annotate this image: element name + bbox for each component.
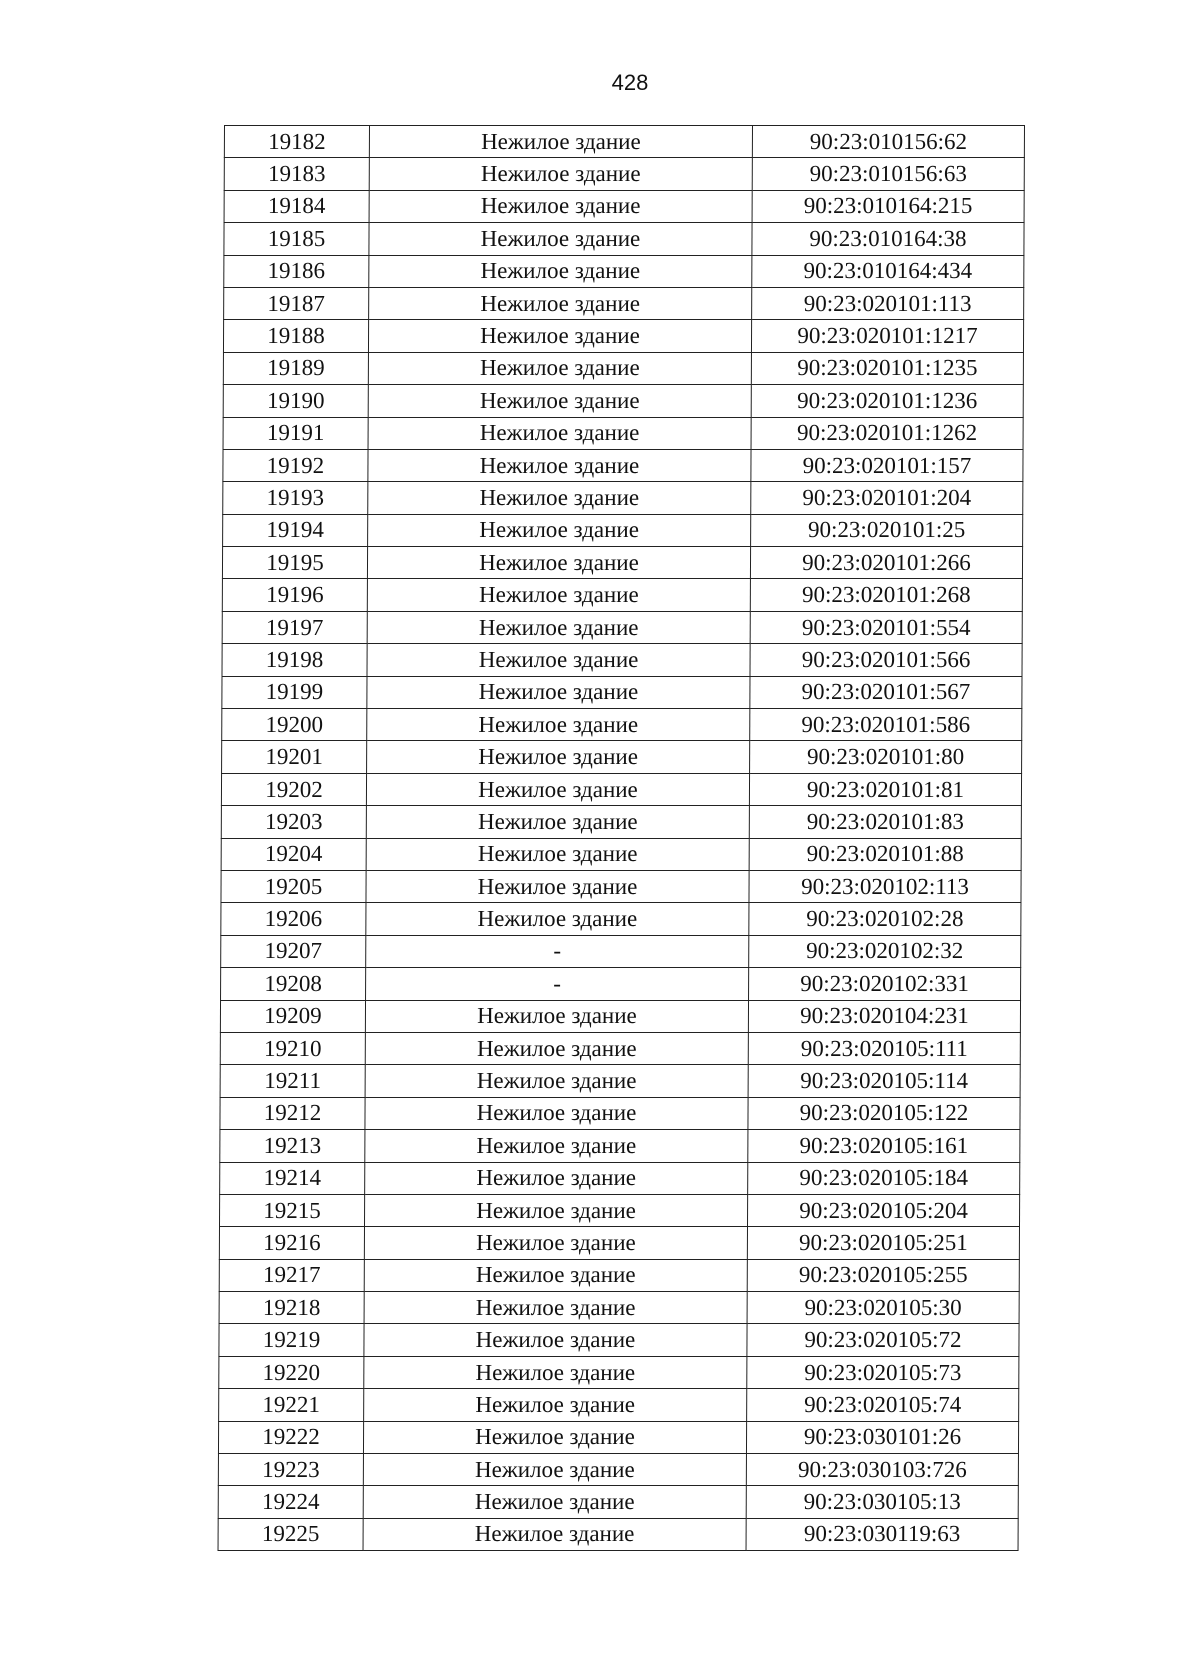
row-number-cell: 19212 — [220, 1097, 365, 1129]
row-number-cell: 19197 — [222, 611, 367, 643]
table-row — [220, 1065, 1020, 1097]
row-number-cell: 19216 — [219, 1227, 364, 1259]
table-row — [223, 352, 1023, 384]
table-row — [222, 579, 1022, 611]
object-type-cell: Нежилое здание — [368, 352, 751, 384]
object-type-cell: Нежилое здание — [367, 611, 750, 643]
cadastral-number-cell: 90:23:010164:215 — [752, 190, 1024, 222]
object-type-cell: Нежилое здание — [367, 741, 750, 773]
cadastral-number-cell: 90:23:020105:111 — [748, 1032, 1020, 1064]
table-row — [221, 935, 1021, 967]
cadastral-number-cell: 90:23:020105:30 — [747, 1292, 1019, 1324]
cadastral-number-cell: 90:23:020105:74 — [747, 1389, 1019, 1421]
row-number-cell: 19188 — [223, 320, 368, 352]
cadastral-number-cell: 90:23:020102:113 — [749, 870, 1021, 902]
cadastral-number-cell: 90:23:020105:122 — [748, 1097, 1020, 1129]
cadastral-number-cell: 90:23:030119:63 — [746, 1518, 1018, 1550]
row-number-cell: 19222 — [218, 1421, 363, 1453]
object-type-cell: Нежилое здание — [365, 1130, 748, 1162]
object-type-cell: Нежилое здание — [367, 644, 750, 676]
object-type-cell: Нежилое здание — [369, 126, 752, 158]
table-row — [221, 870, 1021, 902]
cadastral-number-cell: 90:23:020101:1235 — [751, 352, 1023, 384]
cadastral-number-cell: 90:23:010156:62 — [752, 126, 1024, 158]
row-number-cell: 19203 — [221, 806, 366, 838]
table-row — [218, 1518, 1018, 1550]
row-number-cell: 19218 — [219, 1292, 364, 1324]
table-row — [223, 449, 1023, 481]
cadastral-number-cell: 90:23:020105:72 — [747, 1324, 1019, 1356]
object-type-cell: Нежилое здание — [366, 870, 749, 902]
object-type-cell: Нежилое здание — [368, 514, 751, 546]
table-row — [221, 903, 1021, 935]
table-row — [224, 255, 1024, 287]
cadastral-number-cell: 90:23:020102:331 — [749, 968, 1021, 1000]
object-type-cell: Нежилое здание — [366, 838, 749, 870]
cadastral-number-cell: 90:23:020101:266 — [750, 547, 1022, 579]
cadastral-number-cell: 90:23:010164:38 — [752, 223, 1024, 255]
object-type-cell: Нежилое здание — [365, 1194, 748, 1226]
table-row — [222, 709, 1022, 741]
object-type-cell: Нежилое здание — [364, 1356, 747, 1388]
table-row — [219, 1356, 1019, 1388]
table-row — [222, 644, 1022, 676]
cadastral-number-cell: 90:23:030105:13 — [746, 1486, 1018, 1518]
row-number-cell: 19223 — [218, 1454, 363, 1486]
cadastral-number-cell: 90:23:030101:26 — [746, 1421, 1018, 1453]
cadastral-number-cell: 90:23:010156:63 — [752, 158, 1024, 190]
object-type-cell: - — [366, 935, 749, 967]
row-number-cell: 19196 — [222, 579, 367, 611]
table-row — [221, 838, 1021, 870]
row-number-cell: 19189 — [223, 352, 368, 384]
object-type-cell: Нежилое здание — [364, 1324, 747, 1356]
row-number-cell: 19217 — [219, 1259, 364, 1291]
cadastral-number-cell: 90:23:020101:113 — [752, 287, 1024, 319]
cadastral-number-cell: 90:23:020101:83 — [749, 806, 1021, 838]
object-type-cell: Нежилое здание — [364, 1259, 747, 1291]
table-row — [222, 611, 1022, 643]
object-type-cell: Нежилое здание — [364, 1292, 747, 1324]
object-type-cell: Нежилое здание — [367, 676, 750, 708]
table-row — [218, 1421, 1018, 1453]
object-type-cell: Нежилое здание — [366, 903, 749, 935]
row-number-cell: 19225 — [218, 1518, 363, 1550]
table-row — [223, 514, 1023, 546]
object-type-cell: Нежилое здание — [368, 385, 751, 417]
object-type-cell: Нежилое здание — [366, 773, 749, 805]
cadastral-number-cell: 90:23:020101:25 — [751, 514, 1023, 546]
object-type-cell: Нежилое здание — [365, 1065, 748, 1097]
object-type-cell: Нежилое здание — [368, 320, 751, 352]
row-number-cell: 19211 — [220, 1065, 365, 1097]
row-number-cell: 19193 — [223, 482, 368, 514]
object-type-cell: Нежилое здание — [365, 1162, 748, 1194]
object-type-cell: Нежилое здание — [365, 1032, 748, 1064]
row-number-cell: 19215 — [220, 1194, 365, 1226]
table-row — [221, 968, 1021, 1000]
cadastral-number-cell: 90:23:020101:81 — [749, 773, 1021, 805]
row-number-cell: 19192 — [223, 449, 368, 481]
row-number-cell: 19204 — [221, 838, 366, 870]
registry-table-body — [218, 126, 1024, 1551]
row-number-cell: 19202 — [221, 773, 366, 805]
cadastral-number-cell: 90:23:020101:566 — [750, 644, 1022, 676]
row-number-cell: 19209 — [220, 1000, 365, 1032]
object-type-cell: Нежилое здание — [369, 255, 752, 287]
cadastral-number-cell: 90:23:020105:255 — [747, 1259, 1019, 1291]
row-number-cell: 19199 — [222, 676, 367, 708]
object-type-cell: Нежилое здание — [364, 1389, 747, 1421]
row-number-cell: 19191 — [223, 417, 368, 449]
cadastral-number-cell: 90:23:020101:157 — [751, 449, 1023, 481]
object-type-cell: Нежилое здание — [367, 579, 750, 611]
object-type-cell: Нежилое здание — [365, 1097, 748, 1129]
object-type-cell: Нежилое здание — [369, 158, 752, 190]
table-row — [219, 1389, 1019, 1421]
cadastral-number-cell: 90:23:020105:161 — [748, 1130, 1020, 1162]
row-number-cell: 19214 — [220, 1162, 365, 1194]
cadastral-number-cell: 90:23:020105:114 — [748, 1065, 1020, 1097]
table-row — [220, 1000, 1020, 1032]
table-row — [220, 1032, 1020, 1064]
table-row — [222, 676, 1022, 708]
table-row — [223, 417, 1023, 449]
object-type-cell: Нежилое здание — [363, 1518, 746, 1550]
table-row — [224, 223, 1024, 255]
object-type-cell: Нежилое здание — [365, 1000, 748, 1032]
cadastral-number-cell: 90:23:020101:204 — [751, 482, 1023, 514]
row-number-cell: 19224 — [218, 1486, 363, 1518]
cadastral-number-cell: 90:23:010164:434 — [752, 255, 1024, 287]
object-type-cell: Нежилое здание — [363, 1486, 746, 1518]
cadastral-number-cell: 90:23:020101:554 — [750, 611, 1022, 643]
page-number: 428 — [611, 70, 649, 95]
row-number-cell: 19198 — [222, 644, 367, 676]
table-row — [219, 1227, 1019, 1259]
object-type-cell: Нежилое здание — [369, 287, 752, 319]
cadastral-number-cell: 90:23:020102:32 — [749, 935, 1021, 967]
row-number-cell: 19183 — [224, 158, 369, 190]
cadastral-number-cell: 90:23:030103:726 — [746, 1454, 1018, 1486]
row-number-cell: 19210 — [220, 1032, 365, 1064]
row-number-cell: 19221 — [219, 1389, 364, 1421]
table-row — [220, 1194, 1020, 1226]
row-number-cell: 19206 — [221, 903, 366, 935]
cadastral-number-cell: 90:23:020101:586 — [750, 709, 1022, 741]
row-number-cell: 19213 — [220, 1130, 365, 1162]
cadastral-number-cell: 90:23:020101:88 — [749, 838, 1021, 870]
object-type-cell: Нежилое здание — [368, 449, 751, 481]
row-number-cell: 19194 — [223, 514, 368, 546]
table-row — [219, 1259, 1019, 1291]
table-row — [219, 1324, 1019, 1356]
row-number-cell: 19220 — [219, 1356, 364, 1388]
object-type-cell: Нежилое здание — [367, 547, 750, 579]
cadastral-number-cell: 90:23:020101:1262 — [751, 417, 1023, 449]
table-row — [221, 773, 1021, 805]
cadastral-number-cell: 90:23:020101:1217 — [751, 320, 1023, 352]
registry-table — [218, 125, 1025, 1551]
cadastral-number-cell: 90:23:020101:567 — [750, 676, 1022, 708]
object-type-cell: Нежилое здание — [367, 709, 750, 741]
row-number-cell: 19184 — [224, 190, 369, 222]
row-number-cell: 19186 — [224, 255, 369, 287]
table-row — [224, 158, 1024, 190]
row-number-cell: 19200 — [222, 709, 367, 741]
row-number-cell: 19190 — [223, 385, 368, 417]
table-row — [220, 1162, 1020, 1194]
row-number-cell: 19195 — [222, 547, 367, 579]
table-row — [223, 385, 1023, 417]
row-number-cell: 19187 — [224, 287, 369, 319]
table-row — [224, 287, 1024, 319]
object-type-cell: Нежилое здание — [368, 417, 751, 449]
table-row — [221, 806, 1021, 838]
table-row — [222, 741, 1022, 773]
table-row — [220, 1130, 1020, 1162]
object-type-cell: Нежилое здание — [369, 223, 752, 255]
table-row — [220, 1097, 1020, 1129]
row-number-cell: 19182 — [224, 126, 369, 158]
cadastral-number-cell: 90:23:020105:251 — [747, 1227, 1019, 1259]
cadastral-number-cell: 90:23:020105:204 — [748, 1194, 1020, 1226]
row-number-cell: 19208 — [221, 968, 366, 1000]
cadastral-number-cell: 90:23:020105:73 — [747, 1356, 1019, 1388]
cadastral-number-cell: 90:23:020101:268 — [750, 579, 1022, 611]
object-type-cell: Нежилое здание — [366, 806, 749, 838]
cadastral-number-cell: 90:23:020101:1236 — [751, 385, 1023, 417]
object-type-cell: Нежилое здание — [364, 1227, 747, 1259]
cadastral-number-cell: 90:23:020101:80 — [750, 741, 1022, 773]
row-number-cell: 19219 — [219, 1324, 364, 1356]
object-type-cell: - — [366, 968, 749, 1000]
table-row — [223, 482, 1023, 514]
table-row — [219, 1292, 1019, 1324]
table-row — [218, 1454, 1018, 1486]
table-row — [218, 1486, 1018, 1518]
row-number-cell: 19185 — [224, 223, 369, 255]
object-type-cell: Нежилое здание — [363, 1454, 746, 1486]
row-number-cell: 19207 — [221, 935, 366, 967]
cadastral-number-cell: 90:23:020102:28 — [749, 903, 1021, 935]
object-type-cell: Нежилое здание — [369, 190, 752, 222]
table-row — [223, 320, 1023, 352]
cadastral-number-cell: 90:23:020104:231 — [748, 1000, 1020, 1032]
object-type-cell: Нежилое здание — [368, 482, 751, 514]
cadastral-number-cell: 90:23:020105:184 — [748, 1162, 1020, 1194]
table-row — [222, 547, 1022, 579]
table-row — [224, 190, 1024, 222]
object-type-cell: Нежилое здание — [363, 1421, 746, 1453]
table-row — [224, 126, 1024, 158]
row-number-cell: 19205 — [221, 870, 366, 902]
row-number-cell: 19201 — [222, 741, 367, 773]
